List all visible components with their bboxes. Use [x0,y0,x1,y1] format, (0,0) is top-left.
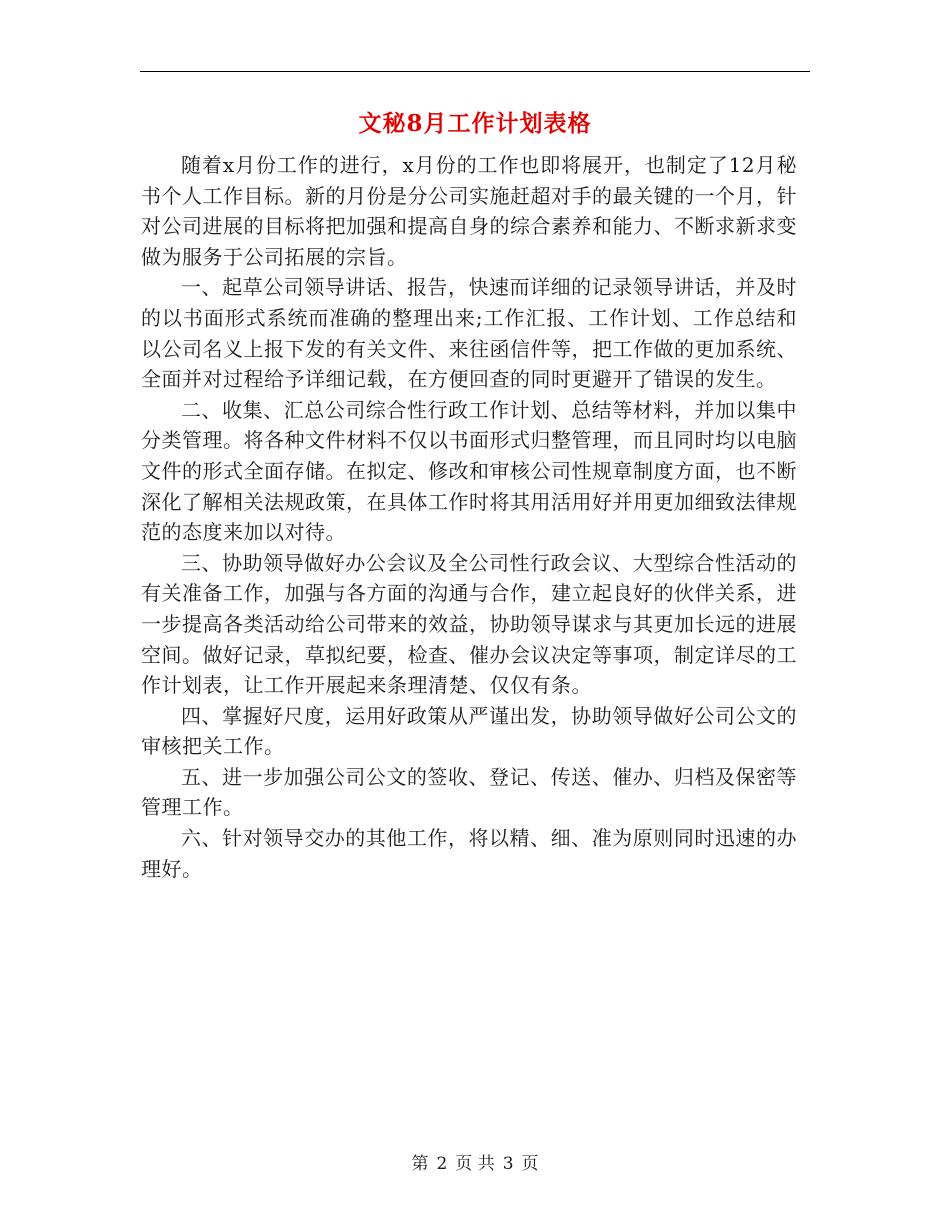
document-body [141,150,797,884]
footer-current-page: 2 [436,1154,448,1174]
page-footer [0,1152,950,1176]
footer-suffix: 页 [521,1154,539,1174]
header-rule [140,71,810,72]
paragraph-item-5: 五、进一步加强公司公文的签收、登记、传送、催办、归档及保密等管理工作。 [141,764,797,820]
paragraph-item-4: 四、掌握好尺度，运用好政策从严谨出发，协助领导做好公司公文的审核把关工作。 [141,703,797,759]
footer-total-pages: 3 [502,1154,514,1174]
paragraph-item-1: 一、起草公司领导讲话、报告，快速而详细的记录领导讲话，并及时的以书面形式系统而准确的整理出来;工作汇报、工作计划、工作总结和以公司名义上报下发的有关文件、来往函信件等，把工作做的更加系统、全面并对过程给予详细记载，在方便回查的同时更避开了错误的发生。 [141,275,797,392]
paragraph-item-3: 三、协助领导做好办公会议及全公司性行政会议、大型综合性活动的有关准备工作，加强与各方面的沟通与合作，建立起良好的伙伴关系，进一步提高各类活动给公司带来的效益，协助领导谋求与其更加长远的进展空间。做好记录，草拟纪要，检查、催办会议决定等事项，制定详尽的工作计划表，让工作开展起来条理清楚、仅仅有条。 [141,550,797,698]
footer-prefix: 第 [411,1154,429,1174]
paragraph-item-6: 六、针对领导交办的其他工作，将以精、细、准为原则同时迅速的办理好。 [141,826,797,881]
document-title: 文秘8月工作计划表格 [358,110,592,137]
footer-middle: 页 共 [455,1154,495,1174]
paragraph-item-2: 二、收集、汇总公司综合性行政工作计划、总结等材料，并加以集中分类管理。将各种文件材料不仅以书面形式归整管理，而且同时均以电脑文件的形式全面存储。在拟定、修改和审核公司性规章制度方面，也不断深化了解相关法规政策，在具体工作时将其用活用好并用更加细致法律规范的态度来加以对待。 [141,397,797,545]
paragraph-intro: 随着x月份工作的进行，x月份的工作也即将展开，也制定了12月秘书个人工作目标。新的月份是分公司实施赶超对手的最关键的一个月，针对公司进展的目标将把加强和提高自身的综合素养和能力、不断求新求变做为服务于公司拓展的宗旨。 [141,153,797,269]
